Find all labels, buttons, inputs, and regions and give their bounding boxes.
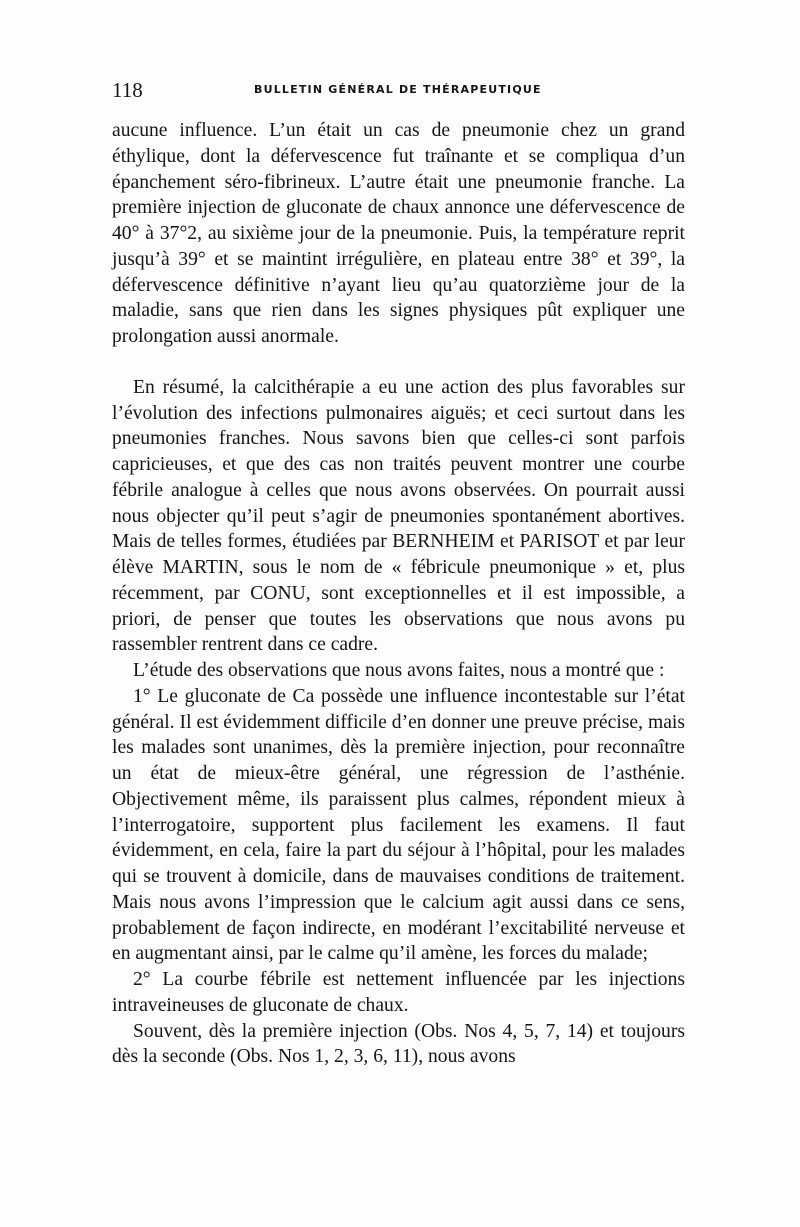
running-title: BULLETIN GÉNÉRAL DE THÉRAPEUTIQUE [254, 83, 542, 96]
paragraph-summary: En résumé, la calcithérapie a eu une action des plus favorables sur l’évolution des infections pulmonaires aiguës; et ceci surtout dans les pneumonies franches. Nous savons bien que celles-ci sont parfois capricieuses, et que des cas non traités peuvent montrer une courbe fébrile analogue à celles que nous avons observées. On pourrait aussi nous objecter qu’il peut s’agir de pneumonies spontanément abortives. Mais de telles formes, étudiées par BERNHEIM et PARISOT et par leur élève MARTIN, sous le nom de « fébricule pneumonique » et, plus récemment, par CONU, sont exceptionnelles et il est impossible, a priori, de penser que toutes les observations que nous avons pu rassembler rentrent dans ce cadre. [112, 376, 685, 656]
paragraph-finding-2: 2° La courbe fébrile est nettement influencée par les injections intraveineuses de gluconate de chaux. [112, 969, 685, 1016]
paragraph-findings-intro: L’étude des observations que nous avons faites, nous a montré que : [133, 660, 665, 681]
paragraph-observations: Souvent, dès la première injection (Obs. Nos 4, 5, 7, 14) et toujours dès la seconde (Obs. Nos 1, 2, 3, 6, 11), nous avons [112, 1020, 685, 1068]
page-number: 118 [112, 78, 143, 102]
paragraph-finding-1: 1° Le gluconate de Ca possède une influence incontestable sur l’état général. Il est évidemment difficile d’en donner une preuve précise, mais les malades sont unanimes, dès la première injection, pour reconnaître un état de mieux-être général, une régression de l’asthénie. Objectivement même, ils paraissent plus calmes, répondent mieux à l’interrogatoire, supportent plus facilement les examens. Il faut évidemment, en cela, faire la part du séjour à l’hôpital, pour les malades qui se trouvent à domicile, dans de mauvaises conditions de traitement. Mais nous avons l’impression que le calcium agit aussi dans ce sens, probablement de façon indirecte, en modérant l’excitabilité nerveuse et en augmentant ainsi, par le calme qu’il amène, les forces du malade; [112, 685, 685, 965]
page-header [112, 78, 684, 100]
body-text [112, 118, 685, 1070]
paragraph-continuation: aucune influence. L’un était un cas de pneumonie chez un grand éthylique, dont la défervescence fut traînante et se compliqua d’un épanchement séro-fibrineux. L’autre était une pneumonie franche. La première injection de gluconate de chaux annonce une défervescence de 40° à 37°2, au sixième jour de la pneumonie. Puis, la température reprit jusqu’à 39° et se maintint irrégulière, en plateau entre 38° et 39°, la défervescence définitive n’ayant lieu qu’au quatorzième jour de la maladie, sans que rien dans les signes physiques pût expliquer une prolongation aussi anormale. [112, 120, 685, 347]
